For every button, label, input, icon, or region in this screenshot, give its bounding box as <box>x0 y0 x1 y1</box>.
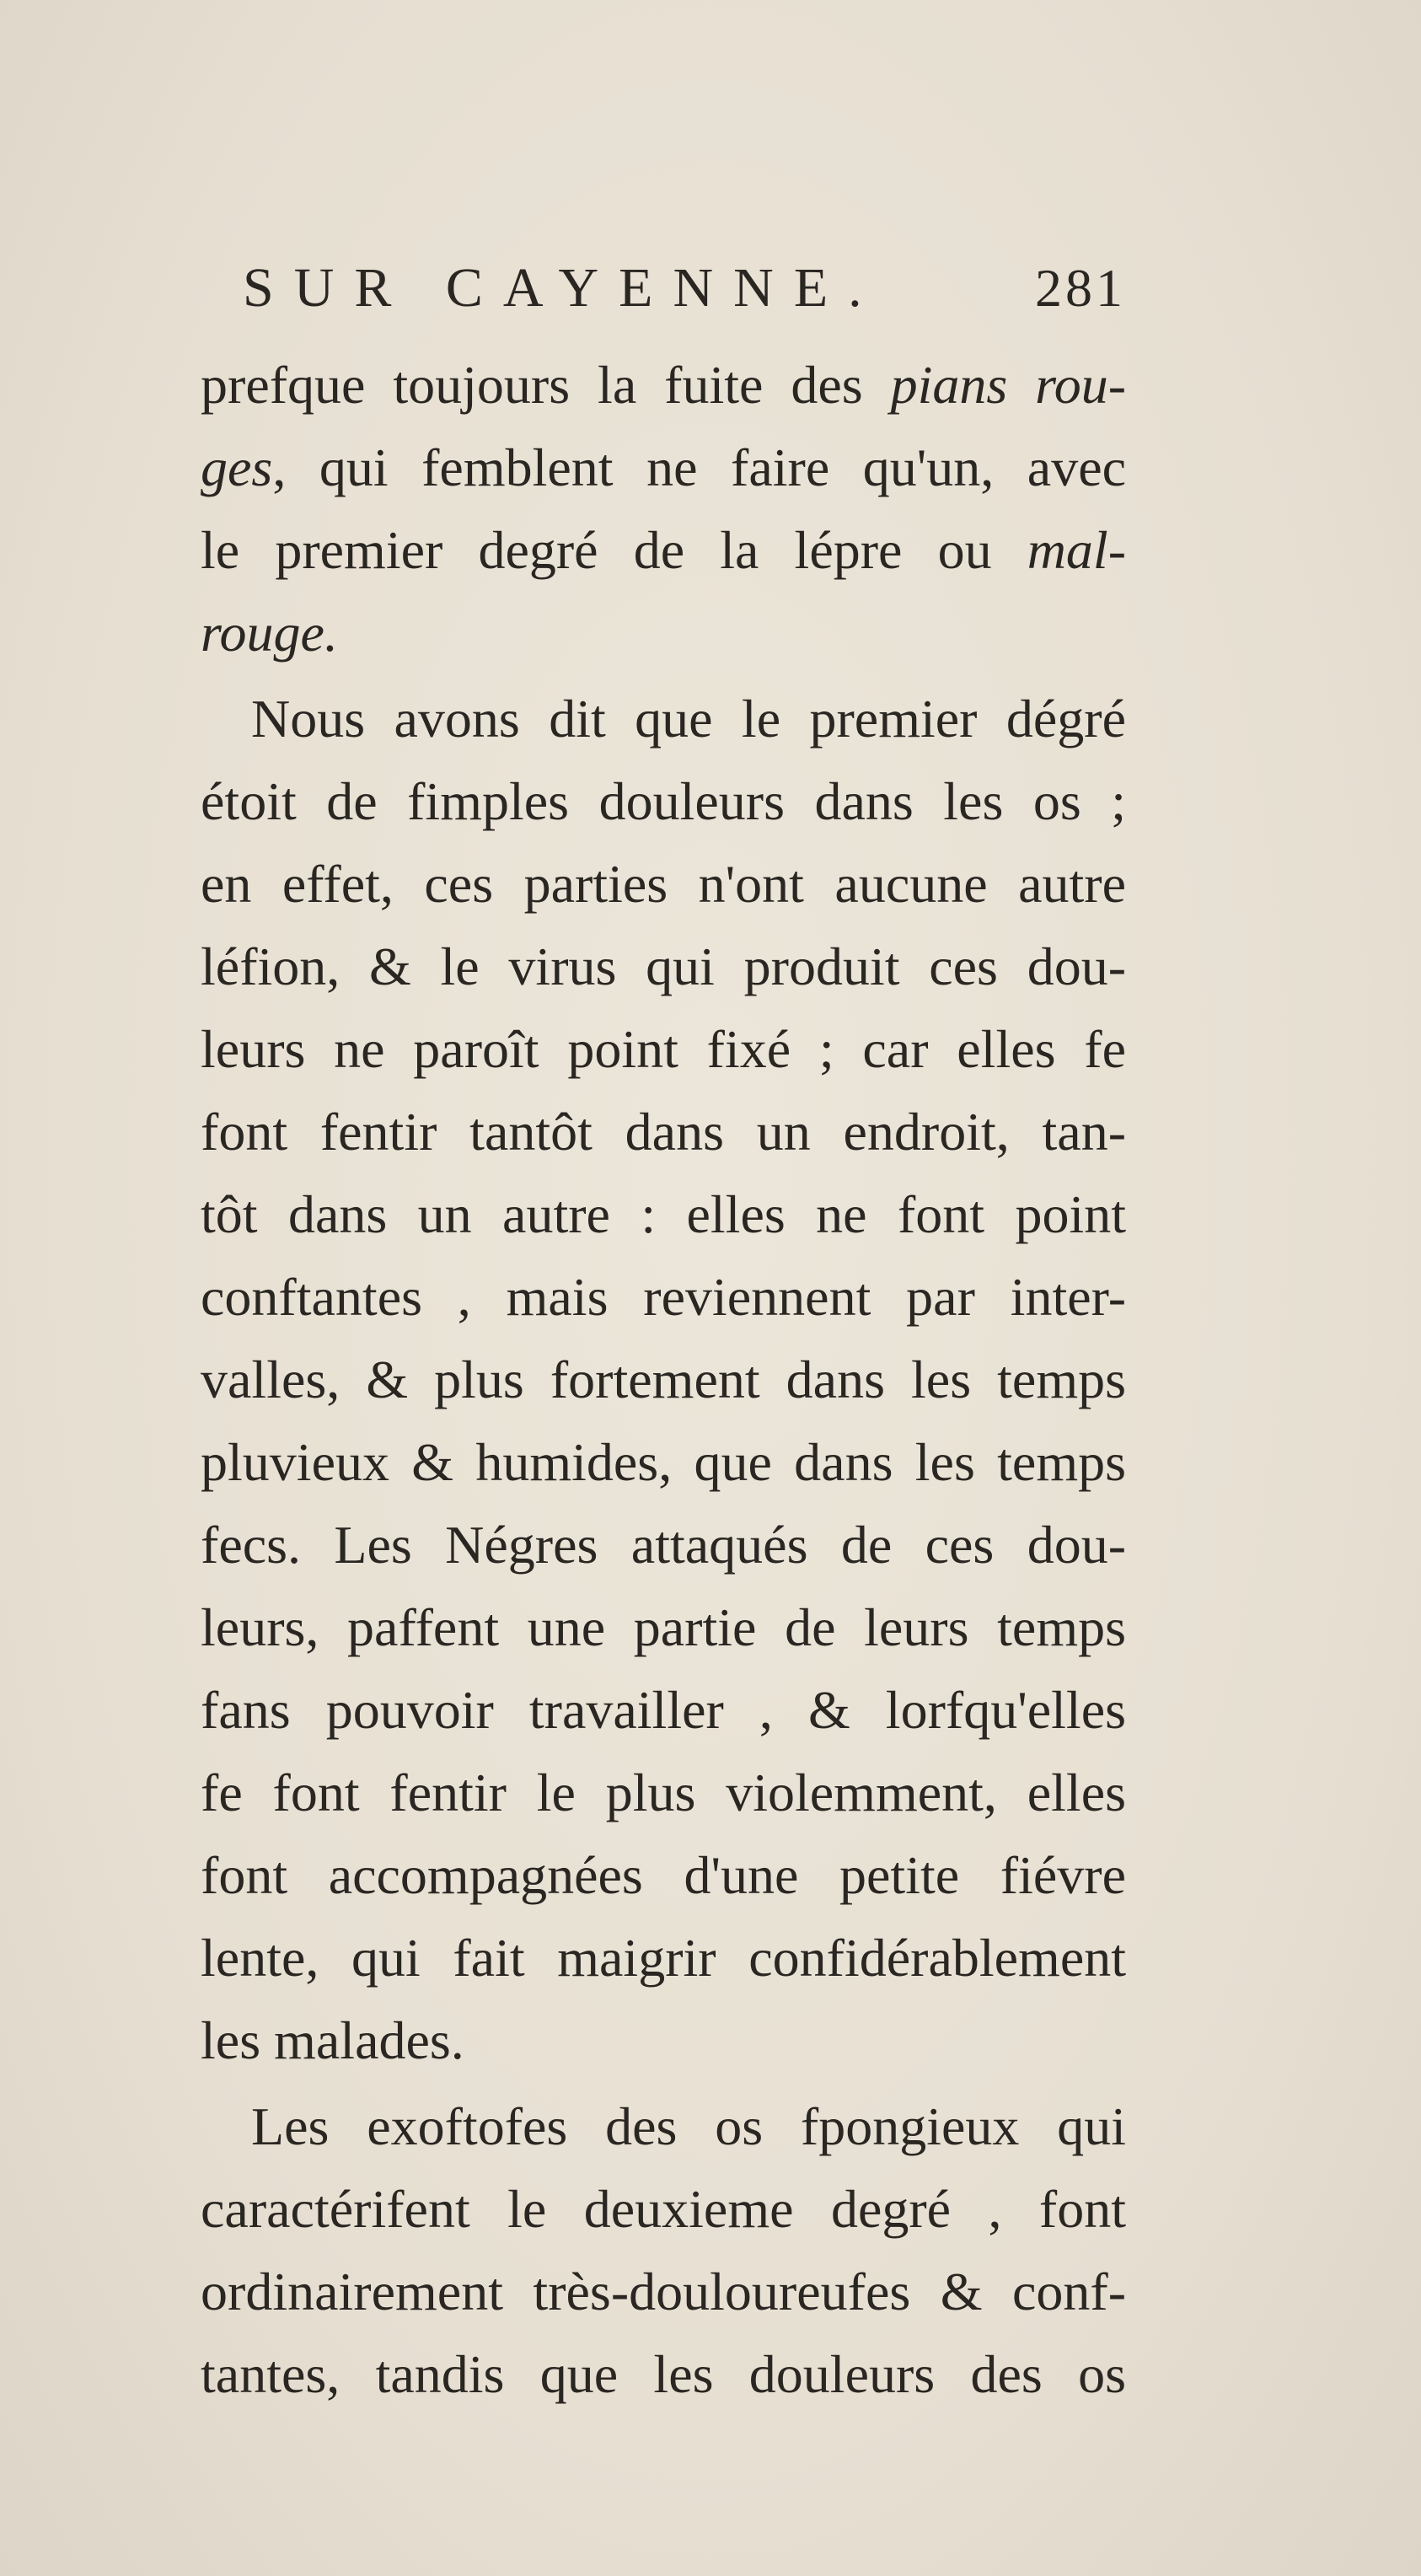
paragraph-first-line: Nous avons dit que le premier dégré <box>251 689 1126 749</box>
text-line: font accompagnées d'une petite fiévre <box>201 1845 1126 1905</box>
text-line: conftantes , mais reviennent par inter- <box>201 1267 1126 1327</box>
text-line: les malades. <box>201 2010 464 2070</box>
page-number: 281 <box>1035 258 1126 318</box>
text-line: ges, qui femblent ne faire qu'un, avec <box>201 437 1126 497</box>
text-line: prefque toujours la fuite des pians rou- <box>201 355 1127 415</box>
text-line: caractérifent le deuxieme degré , font <box>201 2179 1126 2239</box>
text-line: tôt dans un autre : elles ne font point <box>201 1184 1126 1244</box>
text-line: leurs ne paroît point fixé ; car elles fe <box>201 1019 1126 1079</box>
text-line: font fentir tantôt dans un endroit, tan- <box>201 1102 1126 1162</box>
text-line: lente, qui fait maigrir confidérablement <box>201 1928 1126 1988</box>
text-line: leurs, paffent une partie de leurs temps <box>201 1597 1126 1657</box>
text-line: valles, & plus fortement dans les temps <box>201 1350 1126 1409</box>
text-line: pluvieux & humides, que dans les temps <box>201 1432 1126 1492</box>
running-title: SUR CAYENNE. <box>243 257 882 319</box>
text-line: le premier degré de la lépre ou mal- <box>201 520 1126 580</box>
text-line: en effet, ces parties n'ont aucune autre <box>201 854 1126 914</box>
text-line: étoit de fimples douleurs dans les os ; <box>201 771 1126 831</box>
page-header <box>243 246 1126 330</box>
text-line: fecs. Les Négres attaqués de ces dou- <box>201 1515 1126 1575</box>
body-text <box>201 344 1126 2416</box>
text-line: tantes, tandis que les douleurs des os <box>201 2344 1126 2404</box>
text-line: rouge. <box>201 603 338 663</box>
text-line: fans pouvoir travailler , & lorfqu'elles <box>201 1680 1126 1740</box>
text-line: fe font fentir le plus violemment, elles <box>201 1763 1126 1822</box>
text-line: ordinairement très-douloureufes & conf- <box>201 2262 1126 2321</box>
paragraph-first-line: Les exoftofes des os fpongieux qui <box>251 2096 1126 2156</box>
text-line: léfion, & le virus qui produit ces dou- <box>201 936 1126 996</box>
